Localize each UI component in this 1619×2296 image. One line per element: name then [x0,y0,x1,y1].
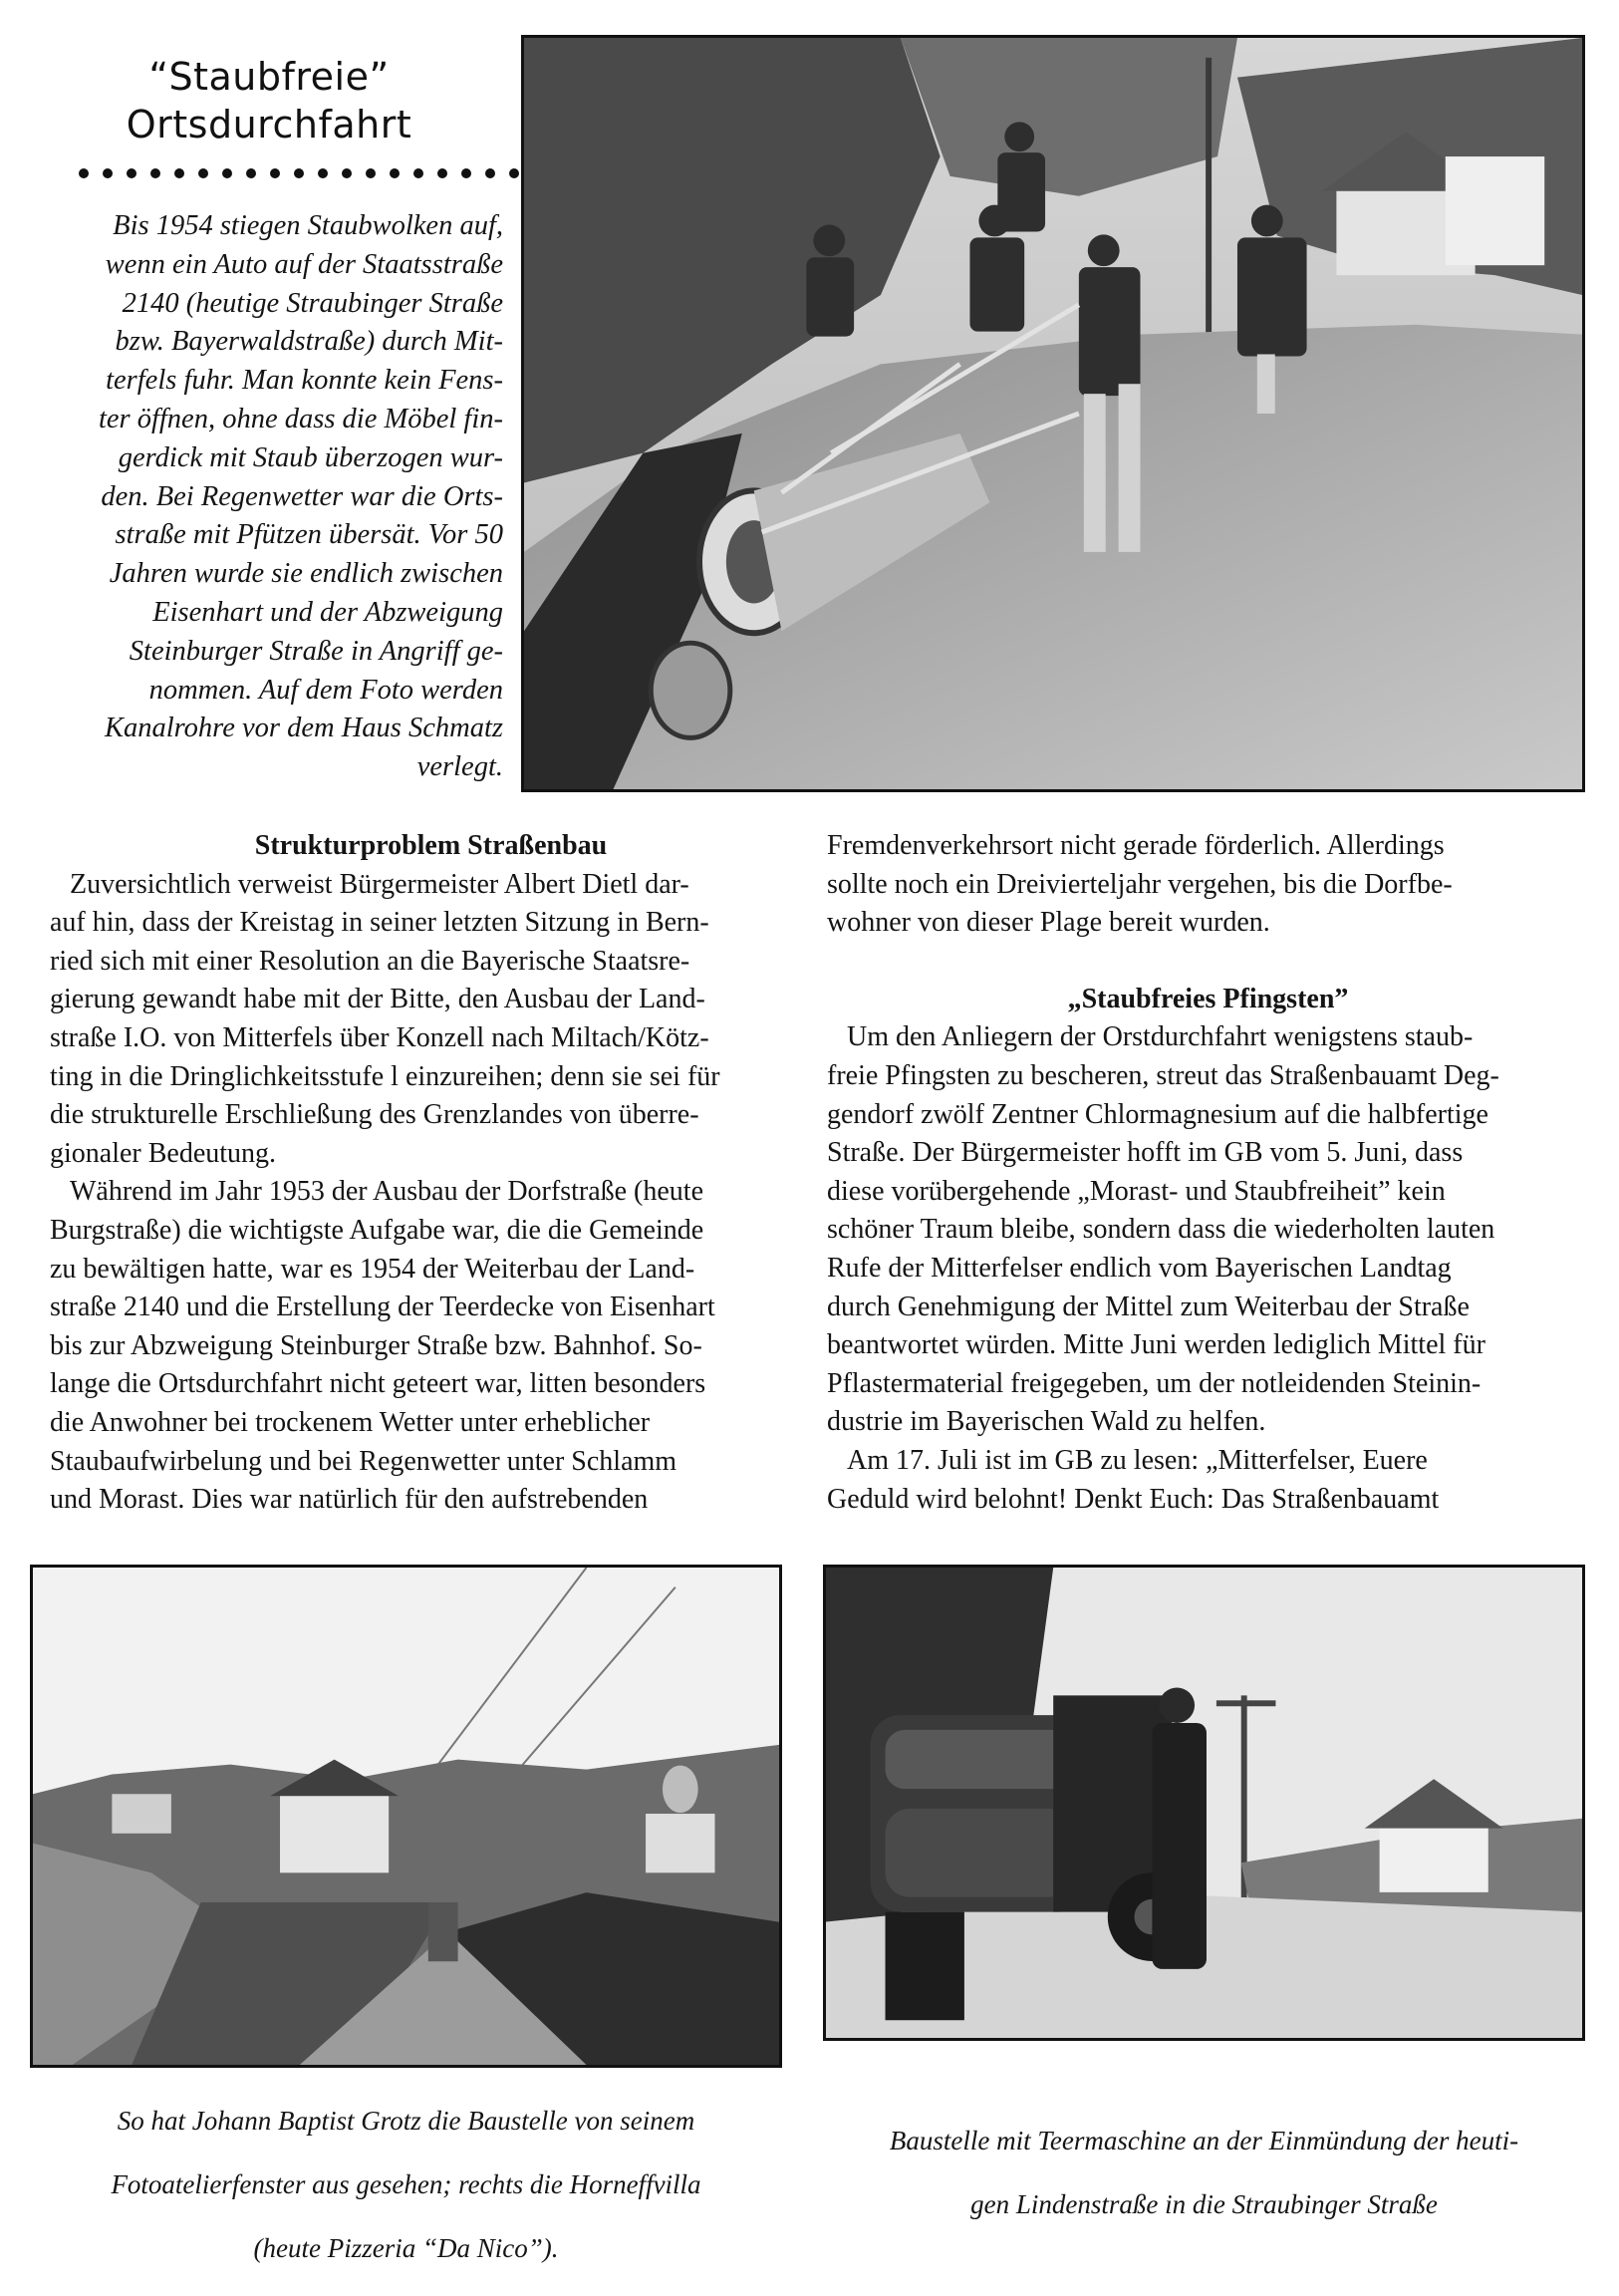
text-line: Pflastermaterial freigegeben, um der notleidenden Steinin- [827,1367,1482,1399]
text-line: straße I.O. von Mitterfels über Konzell nach Miltach/Kötz- [50,1021,709,1053]
text-line: diese vorübergehende „Morast- und Staubfreiheit” kein [827,1175,1446,1207]
caption-line: Fotoatelierfenster aus gesehen; rechts die Horneffvilla [111,2169,701,2199]
intro-line: Bis 1954 stiegen Staubwolken auf, [113,210,503,241]
text-line: Rufe der Mitterfelser endlich vom Bayerischen Landtag [827,1252,1452,1284]
text-line: dustrie im Bayerischen Wald zu helfen. [827,1406,1266,1438]
intro-line: Eisenhart und der Abzweigung [152,596,503,628]
photo-construction-site-view [30,1565,782,2068]
text-line: freie Pfingsten zu bescheren, streut das Straßenbauamt Deg- [827,1059,1499,1091]
intro-text [50,207,503,787]
caption-right [823,2093,1585,2252]
intro-line: straße mit Pfützen übersät. Vor 50 [115,519,503,551]
text-line: auf hin, dass der Kreistag in seiner letzten Sitzung in Bern- [50,907,709,939]
caption-line: (heute Pizzeria “Da Nico”). [253,2233,559,2263]
text-line: Um den Anliegern der Orstdurchfahrt wenigstens staub- [847,1021,1474,1053]
text-line: lange die Ortsdurchfahrt nicht geteert war, litten besonders [50,1368,706,1400]
section-heading-strukturproblem: Strukturproblem Straßenbau [254,830,608,861]
caption-line: gen Lindenstraße in die Straubinger Straße [970,2189,1438,2219]
text-line: zu bewältigen hatte, war es 1954 der Weiterbau der Land- [50,1253,695,1285]
text-line: Staubaufwirbelung und bei Regenwetter unter Schlamm [50,1445,677,1477]
text-line: gionaler Bedeutung. [50,1137,277,1169]
intro-line: 2140 (heutige Straubinger Straße [122,287,503,319]
text-line: Straße. Der Bürgermeister hofft im GB vom 5. Juni, dass [827,1137,1464,1169]
intro-line: Steinburger Straße in Angriff ge- [129,635,503,667]
section-heading-pfingsten: „Staubfreies Pfingsten” [1067,983,1349,1014]
article-title-line2: Ortsdurchfahrt [126,103,412,146]
text-line: bis zur Abzweigung Steinburger Straße bzw. Bahnhof. So- [50,1329,702,1361]
intro-line: nommen. Auf dem Foto werden [148,674,503,706]
intro-line: ter öffnen, ohne dass die Möbel fin- [98,403,503,434]
text-line: Fremdenverkehrsort nicht gerade förderlich. Allerdings [827,830,1445,861]
caption-line: So hat Johann Baptist Grotz die Baustelle von seinem [117,2106,695,2136]
text-line: beantwortet würden. Mitte Juni werden lediglich Mittel für [827,1329,1485,1361]
intro-line: bzw. Bayerwaldstraße) durch Mit- [115,326,503,358]
text-line: ting in die Dringlichkeitsstufe l einzureihen; denn sie sei für [50,1060,720,1092]
paragraph-spacer [827,943,1589,981]
intro-line: verlegt. [416,751,503,783]
intro-line: terfels fuhr. Man konnte kein Fens- [106,365,503,397]
article-title-line1: “Staubfreie” [148,55,390,99]
right-column [827,827,1589,1519]
intro-line: den. Bei Regenwetter war die Orts- [101,480,503,512]
photo-tar-machine [823,1565,1585,2041]
text-line: sollte noch ein Dreivierteljahr vergehen, bis die Dorfbe- [827,868,1453,900]
text-line: gendorf zwölf Zentner Chlormagnesium auf die halbfertige [827,1098,1488,1130]
text-line: Geduld wird belohnt! Denkt Euch: Das Straßenbauamt [827,1483,1440,1515]
text-line: und Morast. Dies war natürlich für den aufstrebenden [50,1484,649,1516]
text-line: die strukturelle Erschließung des Grenzlandes von überre- [50,1099,699,1131]
text-line: gierung gewandt habe mit der Bitte, den Ausbau der Land- [50,984,705,1015]
text-line: Während im Jahr 1953 der Ausbau der Dorfstraße (heute [70,1176,704,1208]
intro-line: gerdick mit Staub überzogen wur- [118,441,503,473]
photo-pipe-laying [521,35,1585,792]
text-line: wohner von dieser Plage bereit wurden. [827,907,1270,939]
caption-left [30,2073,782,2296]
text-line: Am 17. Juli ist im GB zu lesen: „Mitterfelser, Euere [847,1444,1428,1476]
text-line: Zuversichtlich verweist Bürgermeister Albert Dietl dar- [70,868,689,900]
intro-line: Kanalrohre vor dem Haus Schmatz [104,713,503,744]
text-line: ried sich mit einer Resolution an die Bayerische Staatsre- [50,945,690,977]
text-line: durch Genehmigung der Mittel zum Weiterbau der Straße [827,1291,1470,1322]
intro-line: Jahren wurde sie endlich zwischen [109,558,503,590]
text-line: straße 2140 und die Erstellung der Teerdecke von Eisenhart [50,1292,715,1323]
text-line: schöner Traum bleibe, sondern dass die wiederholten lauten [827,1214,1495,1246]
left-column [50,827,812,1520]
text-line: Burgstraße) die wichtigste Aufgabe war, die die Gemeinde [50,1214,704,1246]
intro-line: wenn ein Auto auf der Staatsstraße [105,248,503,280]
text-line: die Anwohner bei trockenem Wetter unter erheblicher [50,1406,651,1438]
caption-line: Baustelle mit Teermaschine an der Einmündung der heuti- [889,2126,1519,2155]
